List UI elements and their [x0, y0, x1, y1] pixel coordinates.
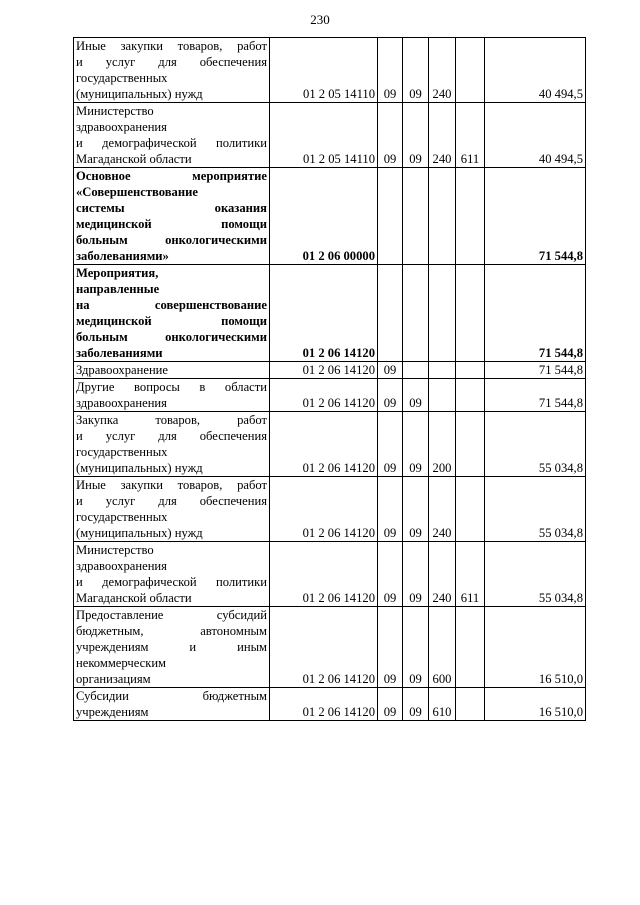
row-name-line: системы оказания [76, 201, 267, 215]
target-article-code: 01 2 06 14120 [270, 379, 378, 412]
table-row [74, 607, 586, 688]
row-name-line: Магаданской области [76, 152, 192, 166]
expense-type-code: 240 [429, 477, 456, 542]
row-name-line: «Совершенствование [76, 185, 198, 199]
row-name-line: Магаданской области [76, 591, 192, 605]
target-article-code: 01 2 06 14120 [270, 412, 378, 477]
expense-type-code [429, 168, 456, 265]
expense-type-code: 610 [429, 688, 456, 721]
target-article-code: 01 2 06 14120 [270, 362, 378, 379]
row-name [74, 379, 270, 412]
table-row [74, 688, 586, 721]
subsection-code [403, 265, 429, 362]
row-name [74, 477, 270, 542]
target-article-code: 01 2 05 14110 [270, 103, 378, 168]
row-name [74, 688, 270, 721]
amount-value: 40 494,5 [485, 103, 586, 168]
row-name-line: и услуг для обеспечения [76, 494, 267, 508]
row-name-line: и демографической политики [76, 575, 267, 589]
administrator-code [456, 477, 485, 542]
row-name [74, 265, 270, 362]
subsection-code: 09 [403, 688, 429, 721]
table-row [74, 103, 586, 168]
subsection-code [403, 362, 429, 379]
subsection-code: 09 [403, 379, 429, 412]
row-name-line: государственных [76, 510, 168, 524]
row-name-line: (муниципальных) нужд [76, 526, 203, 540]
amount-value: 71 544,8 [485, 362, 586, 379]
administrator-code [456, 38, 485, 103]
amount-value: 16 510,0 [485, 688, 586, 721]
row-name-line: и демографической политики [76, 136, 267, 150]
row-name-line: здравоохранения [76, 396, 167, 410]
row-name-line: больным онкологическими [76, 330, 267, 344]
amount-value: 71 544,8 [485, 168, 586, 265]
expense-type-code: 240 [429, 38, 456, 103]
table-row [74, 265, 586, 362]
budget-table [73, 37, 586, 721]
row-name-line: Другие вопросы в области [76, 380, 267, 394]
row-name-line: здравоохранения [76, 559, 167, 573]
row-name-line: некоммерческим [76, 656, 167, 670]
subsection-code: 09 [403, 477, 429, 542]
expense-type-code: 600 [429, 607, 456, 688]
section-code [378, 168, 403, 265]
target-article-code: 01 2 06 14120 [270, 477, 378, 542]
administrator-code [456, 168, 485, 265]
row-name-line: и услуг для обеспечения [76, 55, 267, 69]
target-article-code: 01 2 06 14120 [270, 607, 378, 688]
row-name-line: медицинской помощи [76, 314, 267, 328]
row-name-line: Основное мероприятие [76, 169, 267, 183]
subsection-code: 09 [403, 542, 429, 607]
administrator-code [456, 688, 485, 721]
row-name-line: Закупка товаров, работ [76, 413, 267, 427]
section-code: 09 [378, 412, 403, 477]
row-name-line: государственных [76, 445, 168, 459]
administrator-code [456, 412, 485, 477]
amount-value: 55 034,8 [485, 542, 586, 607]
page-number: 230 [310, 12, 330, 27]
administrator-code [456, 265, 485, 362]
amount-value: 40 494,5 [485, 38, 586, 103]
target-article-code: 01 2 05 14110 [270, 38, 378, 103]
expense-type-code [429, 379, 456, 412]
table-row [74, 38, 586, 103]
row-name-line: и услуг для обеспечения [76, 429, 267, 443]
row-name-line: Министерство [76, 104, 154, 118]
row-name-line: медицинской помощи [76, 217, 267, 231]
target-article-code: 01 2 06 14120 [270, 542, 378, 607]
section-code: 09 [378, 607, 403, 688]
amount-value: 55 034,8 [485, 477, 586, 542]
amount-value: 16 510,0 [485, 607, 586, 688]
row-name-line: Иные закупки товаров, работ [76, 478, 267, 492]
row-name-line: бюджетным, автономным [76, 624, 267, 638]
row-name [74, 362, 270, 379]
table-row [74, 412, 586, 477]
row-name-line: больным онкологическими [76, 233, 267, 247]
administrator-code [456, 379, 485, 412]
row-name-line: (муниципальных) нужд [76, 461, 203, 475]
row-name [74, 542, 270, 607]
administrator-code: 611 [456, 542, 485, 607]
expense-type-code [429, 265, 456, 362]
target-article-code: 01 2 06 14120 [270, 265, 378, 362]
target-article-code: 01 2 06 14120 [270, 688, 378, 721]
table-row [74, 379, 586, 412]
row-name-line: здравоохранения [76, 120, 167, 134]
subsection-code [403, 168, 429, 265]
section-code: 09 [378, 688, 403, 721]
expense-type-code [429, 362, 456, 379]
administrator-code [456, 607, 485, 688]
row-name-line: заболеваниями» [76, 249, 169, 263]
row-name [74, 412, 270, 477]
row-name-line: Субсидии бюджетным [76, 689, 267, 703]
row-name-line: на совершенствование [76, 298, 267, 312]
section-code: 09 [378, 38, 403, 103]
expense-type-code: 200 [429, 412, 456, 477]
row-name [74, 168, 270, 265]
row-name-line: государственных [76, 71, 168, 85]
section-code: 09 [378, 362, 403, 379]
row-name [74, 103, 270, 168]
section-code: 09 [378, 103, 403, 168]
row-name-line: (муниципальных) нужд [76, 87, 203, 101]
table-row [74, 542, 586, 607]
row-name-line: направленные [76, 282, 160, 296]
row-name [74, 38, 270, 103]
row-name-line: заболеваниями [76, 346, 163, 360]
table-row [74, 168, 586, 265]
section-code [378, 265, 403, 362]
section-code: 09 [378, 542, 403, 607]
row-name-line: учреждениям [76, 705, 149, 719]
subsection-code: 09 [403, 607, 429, 688]
target-article-code: 01 2 06 00000 [270, 168, 378, 265]
administrator-code: 611 [456, 103, 485, 168]
subsection-code: 09 [403, 38, 429, 103]
row-name-line: Иные закупки товаров, работ [76, 39, 267, 53]
subsection-code: 09 [403, 412, 429, 477]
section-code: 09 [378, 477, 403, 542]
row-name-line: Предоставление субсидий [76, 608, 267, 622]
subsection-code: 09 [403, 103, 429, 168]
administrator-code [456, 362, 485, 379]
expense-type-code: 240 [429, 542, 456, 607]
amount-value: 71 544,8 [485, 265, 586, 362]
expense-type-code: 240 [429, 103, 456, 168]
table-row [74, 477, 586, 542]
row-name-line: Министерство [76, 543, 154, 557]
row-name [74, 607, 270, 688]
row-name-line: учреждениям и иным [76, 640, 267, 654]
amount-value: 71 544,8 [485, 379, 586, 412]
row-name-line: организациям [76, 672, 151, 686]
section-code: 09 [378, 379, 403, 412]
row-name-line: Мероприятия, [76, 266, 159, 280]
amount-value: 55 034,8 [485, 412, 586, 477]
row-name-line: Здравоохранение [76, 363, 169, 377]
table-row [74, 362, 586, 379]
